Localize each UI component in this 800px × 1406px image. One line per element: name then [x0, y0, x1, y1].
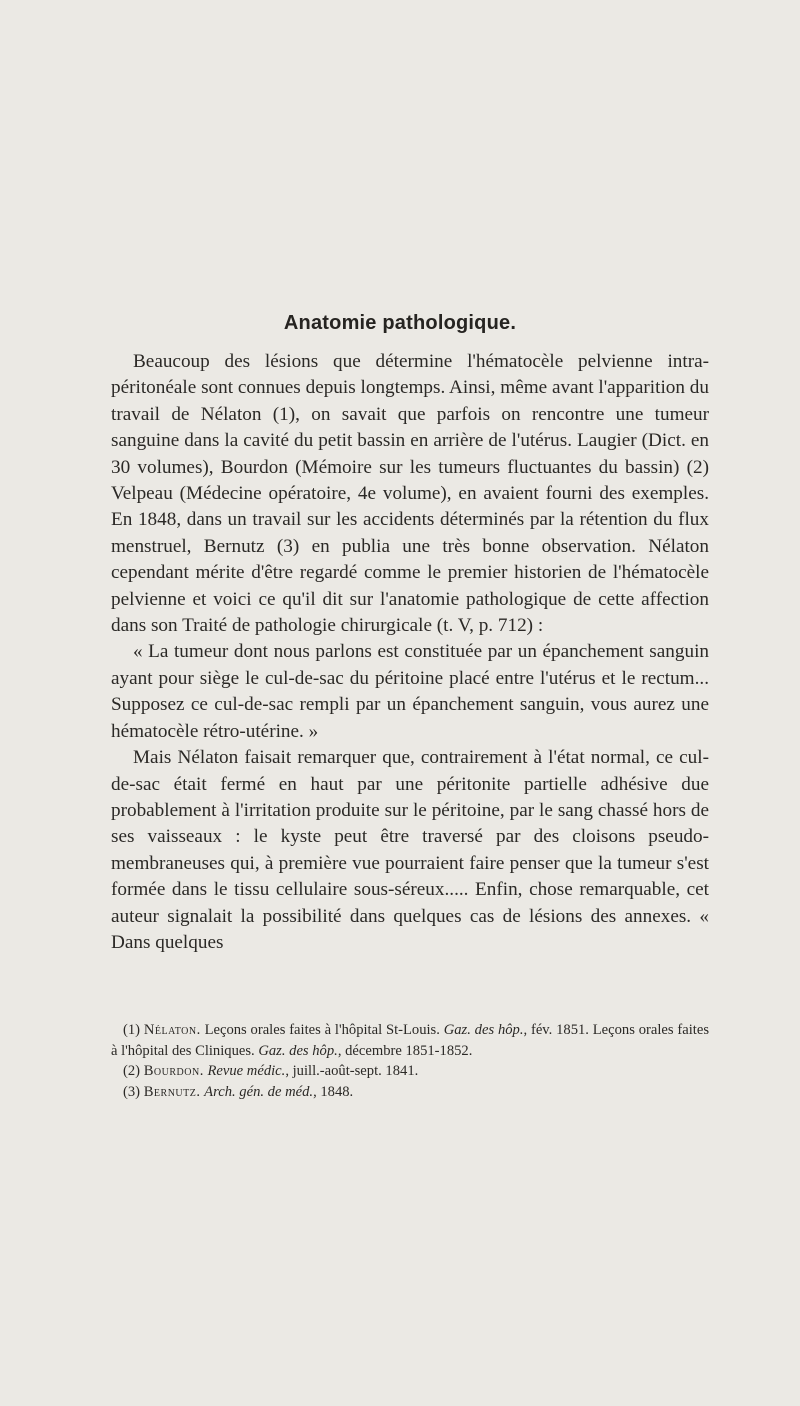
footnote-author: Bourdon. — [143, 1063, 204, 1080]
footnote-number: (3) — [123, 1083, 141, 1100]
footnote — [111, 1082, 709, 1103]
footnote-number: (2) — [123, 1063, 141, 1080]
footnote-text: , 1848. — [313, 1083, 354, 1100]
footnote-text: , juill.-août-sept. 1841. — [285, 1063, 419, 1080]
footnote-text: Leçons orales faites à l'hôpital St-Louis. — [204, 1022, 440, 1038]
paragraph: Beaucoup des lésions que détermine l'hématocèle pelvienne intra-péritonéale sont connues depuis longtemps. Ainsi, même avant l'apparition du travail de Nélaton (1), on savait que parfois on rencontre une tumeur sanguine dans la cavité du petit bassin en arrière de l'utérus. Laugier (Dict. en 30 volumes), Bourdon (Mémoire sur les tumeurs fluctuantes du bassin) (2) Velpeau (Médecine opératoire, 4e volume), en avaient fourni des exemples. En 1848, dans un travail sur les accidents déterminés par la rétention du flux menstruel, Bernutz (3) en publia une très bonne observation. Nélaton cependant mérite d'être regardé comme le premier historien de l'hématocèle pelvienne et voici ce qu'il dit sur l'anatomie pathologique de cette affection dans son Traité de pathologie chirurgicale (t. V, p. 712) : — [111, 351, 709, 637]
footnote-number: (1) — [123, 1022, 141, 1038]
footnote-journal: Gaz. des hôp. — [443, 1022, 524, 1038]
footnote-journal: Revue médic. — [207, 1063, 286, 1080]
footnote-journal: Arch. gén. de méd. — [204, 1083, 314, 1100]
footnote-journal: Gaz. des hôp. — [258, 1042, 338, 1059]
page-title: Anatomie pathologique. — [283, 312, 517, 334]
footnote-author: Bernutz. — [143, 1083, 201, 1100]
body-text — [111, 349, 709, 956]
paragraph: Mais Nélaton faisait remarquer que, contrairement à l'état normal, ce cul-de-sac était fermé en haut par une péritonite partielle adhésive due probablement à l'irritation produite sur le péritoine, par le sang chassé hors de ses vaisseaux : le kyste peut être traversé par des cloisons pseudo-membraneuses qui, à première vue pourraient faire penser que la tumeur s'est formée dans le tissu cellulaire sous-séreux..... Enfin, chose remarquable, cet auteur signalait la possibilité dans quelques cas de lésions des annexes. « Dans quelques — [111, 747, 709, 953]
footnotes — [111, 1020, 709, 1102]
footnote — [111, 1020, 709, 1061]
footnote — [111, 1061, 709, 1082]
footnote-text: , fév. 1851. Leçons orales faites à l'hôpital des Cliniques. — [111, 1022, 709, 1059]
footnote-text: , décembre 1851-1852. — [337, 1042, 473, 1059]
footnote-author: Nélaton. — [143, 1022, 201, 1038]
paragraph: « La tumeur dont nous parlons est constituée par un épanchement sanguin ayant pour siège le cul-de-sac du péritoine placé entre l'utérus et le rectum... Supposez ce cul-de-sac rempli par un épanchement sanguin, vous aurez une hématocèle rétro-utérine. » — [111, 641, 709, 742]
